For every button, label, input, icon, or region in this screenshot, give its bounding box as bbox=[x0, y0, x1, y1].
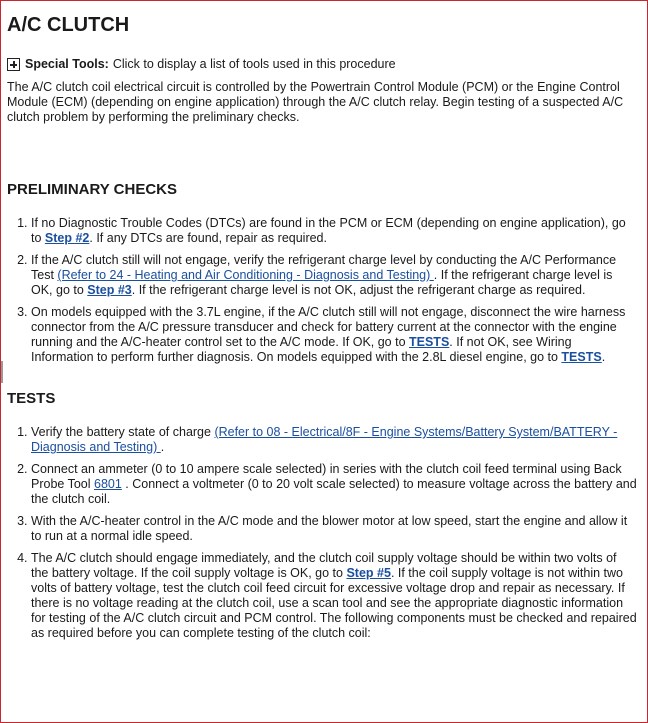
tests-heading: TESTS bbox=[7, 390, 56, 407]
list-item bbox=[31, 425, 637, 455]
item-text: . If the refrigerant charge level is OK, go to bbox=[31, 268, 613, 297]
expand-plus-icon[interactable] bbox=[7, 58, 20, 71]
tests-list bbox=[7, 425, 637, 641]
intro-paragraph: The A/C clutch coil electrical circuit is controlled by the Powertrain Control Module (PCM) or the Engine Control Module (ECM) (depending on engine application) through the A/C clutch relay. Begin testing of a suspected A/C clutch problem by performing the preliminary checks. bbox=[7, 80, 624, 124]
tests-link[interactable]: TESTS bbox=[561, 350, 602, 364]
page-title: A/C CLUTCH bbox=[7, 14, 130, 36]
item-text: . If not OK, see Wiring Information to perform further diagnosis. On models equipped with the 2.8L diesel engine, go to bbox=[31, 335, 572, 364]
battery-reference-link[interactable]: (Refer to 08 - Electrical/8F - Engine Systems/Battery System/BATTERY - Diagnosis and Testing) bbox=[31, 425, 618, 454]
preliminary-checks-heading: PRELIMINARY CHECKS bbox=[7, 181, 178, 198]
list-item bbox=[31, 253, 637, 298]
item-text: . Connect a voltmeter (0 to 20 volt scale selected) to measure voltage across the battery and the clutch coil. bbox=[31, 477, 637, 506]
preliminary-checks-list bbox=[7, 216, 637, 365]
item-text: The A/C clutch should engage immediately, and the clutch coil supply voltage should be within two volts of the battery voltage. If the coil supply voltage is OK, go to bbox=[31, 551, 617, 580]
step-3-link[interactable]: Step #3 bbox=[87, 283, 132, 297]
list-item bbox=[31, 551, 637, 641]
scroll-marker bbox=[1, 361, 3, 383]
item-text: . If the coil supply voltage is not within two volts of battery voltage, test the clutch coil feed circuit for excessive voltage drop and repair as necessary. If there is no voltage reading at the clutch coil, use a scan tool and see the appropriate diagnostic information for testing of the A/C clutch circuit and PCM control. The following components must be checked and repaired as required before you can complete testing of the clutch coil: bbox=[31, 566, 637, 640]
item-text: On models equipped with the 3.7L engine, if the A/C clutch still will not engage, disconnect the wire harness connector from the A/C pressure transducer and check for battery current at the connector with the engine running and the A/C-heater control set to the A/C mode. If OK, go to bbox=[31, 305, 626, 349]
item-text: With the A/C-heater control in the A/C mode and the blower motor at low speed, start the engine and allow it to run at a normal idle speed. bbox=[31, 514, 628, 543]
item-text: If no Diagnostic Trouble Codes (DTCs) are found in the PCM or ECM (depending on engine application), go to bbox=[31, 216, 626, 245]
item-text: . bbox=[160, 440, 165, 454]
list-item bbox=[31, 462, 637, 507]
item-text: . If the refrigerant charge level is not OK, adjust the refrigerant charge as required. bbox=[131, 283, 586, 297]
step-2-link[interactable]: Step #2 bbox=[44, 231, 90, 245]
item-text: . bbox=[601, 350, 606, 364]
item-text: Connect an ammeter (0 to 10 ampere scale selected) in series with the clutch coil feed terminal using Back Probe Tool bbox=[31, 462, 622, 491]
heating-ac-reference-link[interactable]: (Refer to 24 - Heating and Air Conditioning - Diagnosis and Testing) bbox=[57, 268, 434, 282]
step-5-link[interactable]: Step #5 bbox=[346, 566, 391, 580]
special-tools-text: Click to display a list of tools used in this procedure bbox=[112, 57, 396, 71]
list-item bbox=[31, 216, 637, 246]
tool-6801-link[interactable]: 6801 bbox=[94, 477, 122, 491]
item-text: . If any DTCs are found, repair as required. bbox=[89, 231, 327, 245]
item-text: If the A/C clutch still will not engage, verify the refrigerant charge level by conducting the A/C Performance Test bbox=[31, 253, 617, 282]
special-tools-label: Special Tools: bbox=[25, 57, 109, 71]
document-content bbox=[1, 13, 647, 641]
item-text: Verify the battery state of charge bbox=[31, 425, 215, 439]
list-item bbox=[31, 305, 637, 365]
special-tools[interactable] bbox=[7, 57, 637, 72]
tests-link[interactable]: TESTS bbox=[409, 335, 450, 349]
list-item bbox=[31, 514, 637, 544]
